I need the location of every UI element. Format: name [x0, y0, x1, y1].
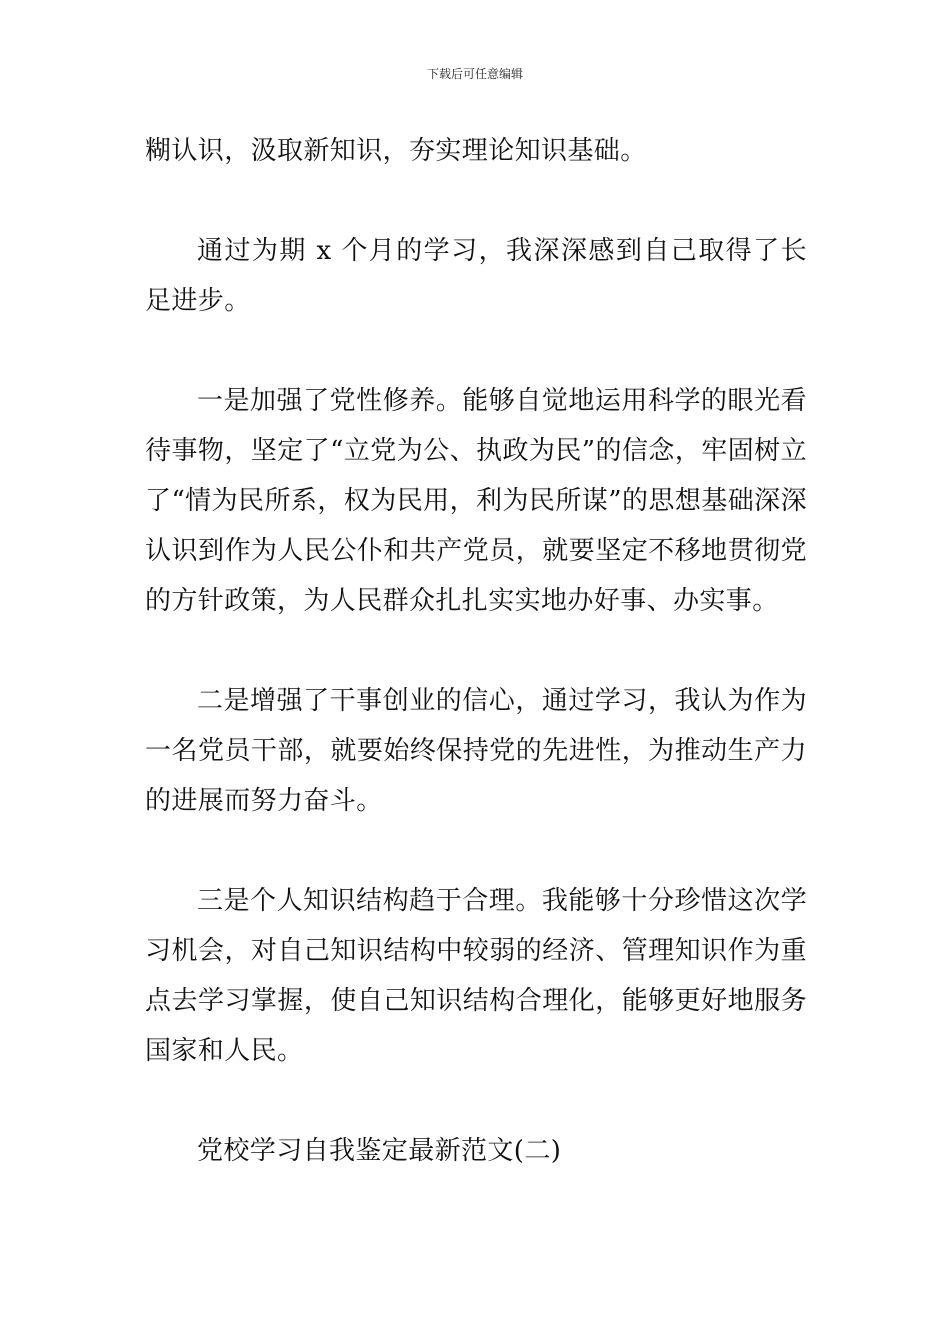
paragraph-gap — [145, 1076, 807, 1126]
paragraph-point-three: 三是个人知识结构趋于合理。我能够十分珍惜这次学习机会，对自己知识结构中较弱的经济、管理知识作为重点去学习掌握，使自己知识结构合理化，能够更好地服务国家和人民。 — [145, 886, 807, 1066]
paragraph-point-one: 一是加强了党性修养。能够自觉地运用科学的眼光看待事物，坚定了“立党为公、执政为民”的信念，牢固树立了“情为民所系，权为民用，利为民所谋”的思想基础深深认识到作为人民公仆和共产党员，就要坚定不移地贯彻党的方针政策，为人民群众扎扎实实地办好事、办实事。 — [145, 386, 807, 616]
paragraph-gap — [145, 826, 807, 876]
paragraph-continuation: 糊认识，汲取新知识，夯实理论知识基础。 — [145, 136, 647, 166]
paragraph-gap — [145, 326, 807, 376]
paragraph-study-progress: 通过为期 x 个月的学习，我深深感到自己取得了长足进步。 — [145, 236, 807, 316]
section-heading: 党校学习自我鉴定最新范文(二) — [197, 1136, 562, 1166]
page-header: 下载后可任意编辑 — [426, 67, 523, 81]
paragraph-point-two: 二是增强了干事创业的信心，通过学习，我认为作为一名党员干部，就要始终保持党的先进性，为推动生产力的进展而努力奋斗。 — [145, 686, 807, 816]
paragraph-gap — [145, 176, 807, 226]
paragraph-gap — [145, 626, 807, 676]
document-body — [145, 126, 807, 1176]
